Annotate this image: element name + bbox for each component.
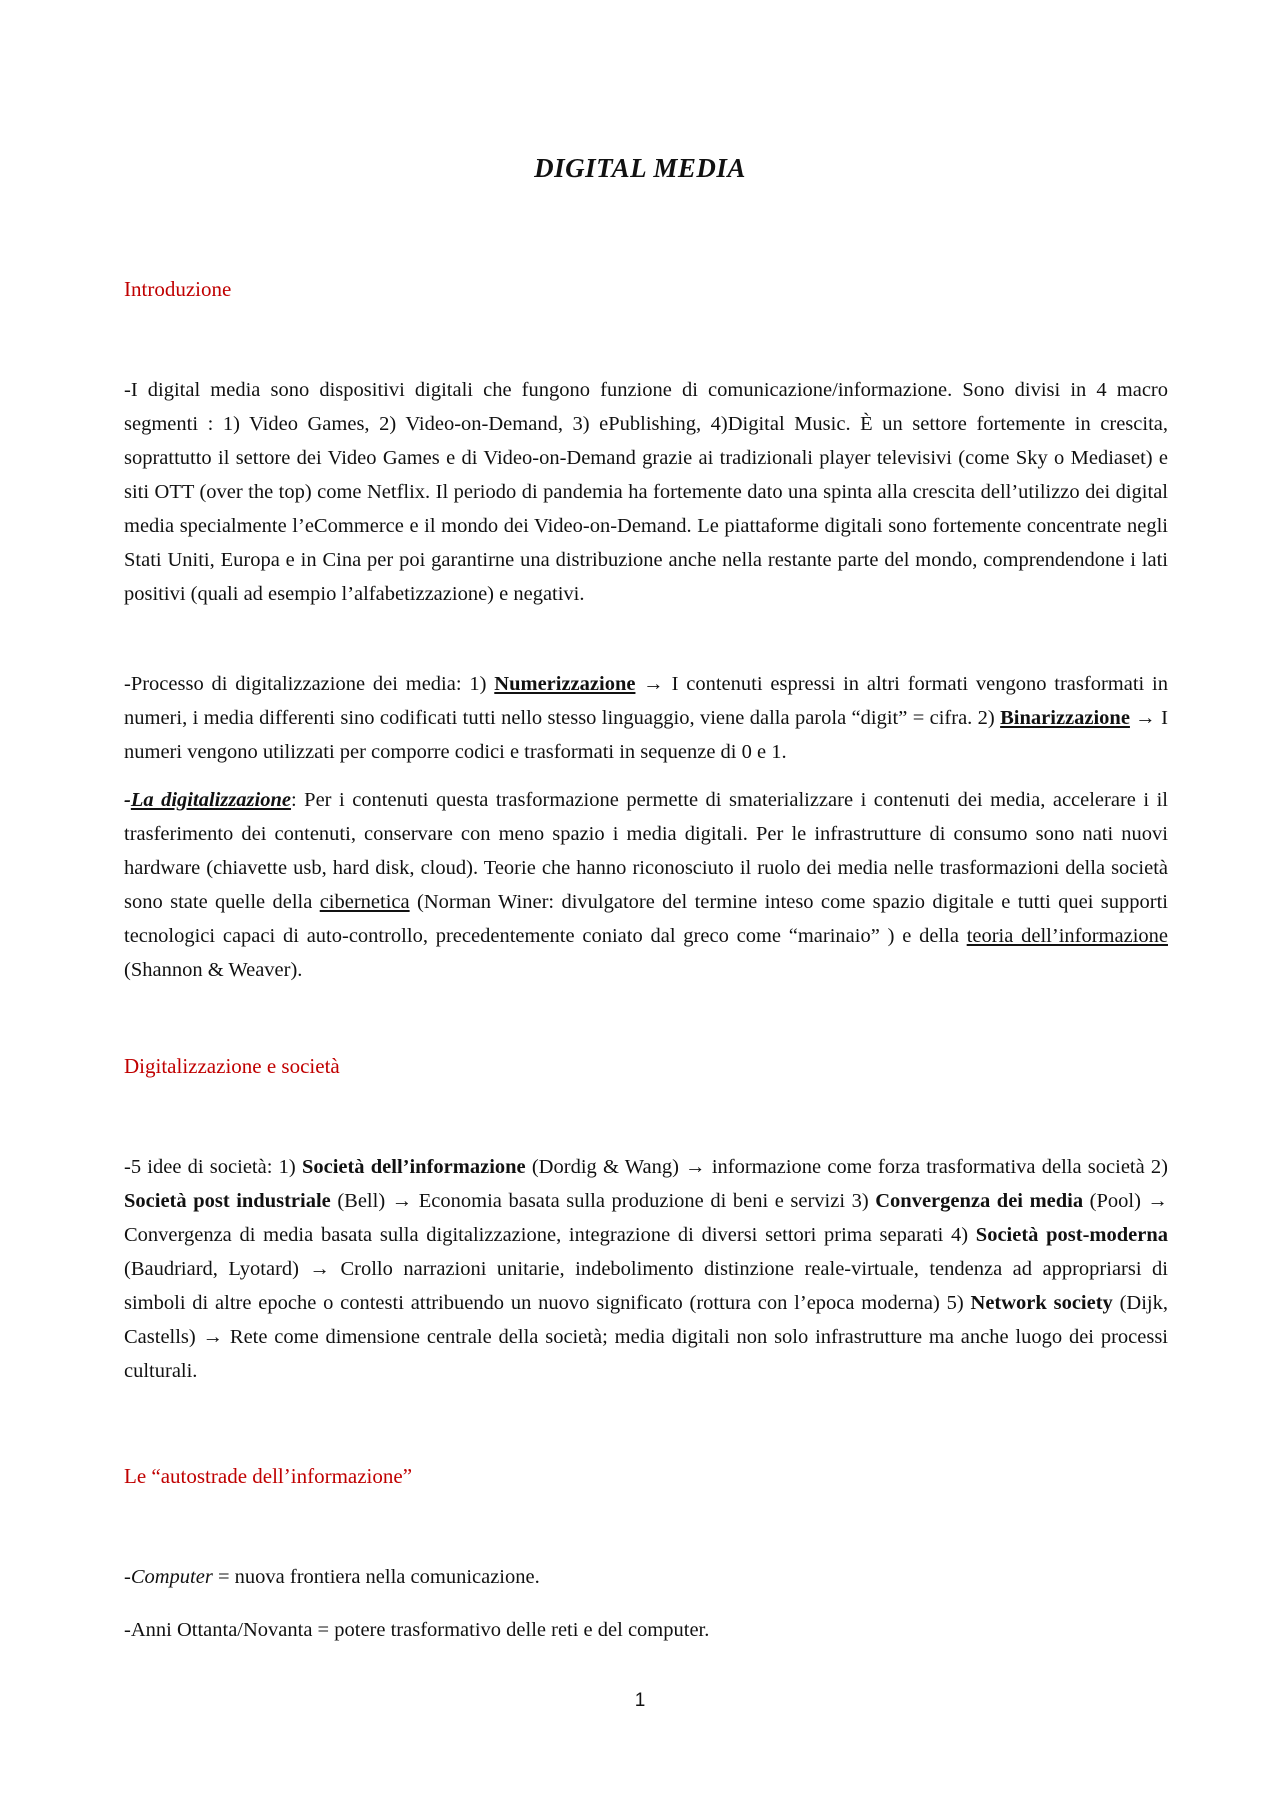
paragraph-intro: -I digital media sono dispositivi digitali che fungono funzione di comunicazione/informazione. Sono divisi in 4 macro segmenti : 1) Video Games, 2) Video-on-Demand, 3) ePublishing, 4)Digital Music. È un settore fortemente in crescita, soprattutto il settore dei Video Games e di Video-on-Demand grazie ai tradizionali player televisivi (come Sky o Mediaset) e siti OTT (over the top) come Netflix. Il periodo di pandemia ha fortemente dato una spinta alla crescita dell’utilizzo dei digital media specialmente l’eCommerce e il mondo dei Video-on-Demand. Le piattaforme digitali sono fortemente concentrate negli Stati Uniti, Europa e in Cina per poi garantirne una distribuzione anche nella restante parte del mondo, comprendendone i lati positivi (quali ad esempio l’alfabetizzazione) e negativi. [124, 379, 1168, 605]
paragraph-idee-societa [124, 1150, 1168, 1388]
paragraph-digitalizzazione [124, 783, 1168, 987]
text-run: → I numeri vengono utilizzati per comporre codici e trasformati in sequenze di 0 e 1. [124, 707, 1169, 763]
text-run: -Processo di digitalizzazione dei media: 1) [124, 673, 495, 695]
text-run: (Baudriard, Lyotard) → Crollo narrazioni unitarie, indebolimento distinzione reale-virtuale, tendenza ad appropriarsi di simboli di altre epoche o contesti attribuendo un nuovo significato (rottura con l’epoca moderna) 5) [124, 1258, 1168, 1314]
term-cibernetica: cibernetica [319, 891, 410, 913]
term-computer: Computer [130, 1566, 213, 1588]
text-run: : Per i contenuti questa trasformazione permette di smaterializzare i contenuti dei media, accelerare i il trasferimento dei contenuti, conservare con meno spazio i media digitali. Per le infrastrutture di consumo sono nati nuovi hardware (chiavette usb, hard disk, cloud). Teorie che hanno riconosciuto il ruolo dei media nelle trasformazioni della società sono state quelle della [124, 789, 1168, 913]
text-run: (Dijk, Castells) → Rete come dimensione centrale della società; media digitali non solo infrastrutture ma anche luogo dei processi culturali. [124, 1292, 1168, 1382]
text-run: = nuova frontiera nella comunicazione. [212, 1566, 540, 1588]
page-number: 1 [634, 1690, 646, 1711]
text-run: (Pool) → Convergenza di media basata sulla digitalizzazione, integrazione di diversi settori prima separati 4) [124, 1190, 1168, 1246]
term-network-society: Network society [970, 1292, 1113, 1314]
term-convergenza-media: Convergenza dei media [875, 1190, 1084, 1212]
section-heading-introduzione: Introduzione [124, 277, 232, 301]
term-societa-post-moderna: Società post-moderna [975, 1224, 1168, 1246]
term-la-digitalizzazione: La digitalizzazione [130, 789, 291, 811]
section-heading-digitalizzazione-societa: Digitalizzazione e società [124, 1054, 340, 1078]
term-numerizzazione: Numerizzazione [494, 673, 636, 695]
paragraph-anni-ottanta: -Anni Ottanta/Novanta = potere trasformativo delle reti e del computer. [124, 1619, 710, 1641]
text-run: (Dordig & Wang) → informazione come forza trasformativa della società 2) [525, 1156, 1169, 1178]
text-run: (Bell) → Economia basata sulla produzione di beni e servizi 3) [330, 1190, 876, 1212]
text-run: - [124, 789, 131, 811]
term-teoria-informazione: teoria dell’informazione [966, 925, 1168, 947]
term-societa-informazione: Società dell’informazione [301, 1156, 526, 1178]
text-run: → I contenuti espressi in altri formati vengono trasformati in numeri, i media differenti sino codificati tutti nello stesso linguaggio, viene dalla parola “digit” = cifra. 2) [124, 673, 1168, 729]
term-binarizzazione: Binarizzazione [1000, 707, 1130, 729]
term-societa-post-industriale: Società post industriale [124, 1190, 331, 1212]
text-run: -5 idee di società: 1) [124, 1156, 302, 1178]
document-title: DIGITAL MEDIA [534, 153, 746, 183]
section-heading-autostrade: Le “autostrade dell’informazione” [124, 1464, 413, 1488]
paragraph-processo [124, 667, 1168, 769]
text-run: - [124, 1566, 131, 1588]
text-run: (Shannon & Weaver). [124, 959, 303, 981]
text-run: (Norman Winer: divulgatore del termine inteso come spazio digitale e tutti quei supporti tecnologici capaci di auto-controllo, precedentemente coniato dal greco come “marinaio” ) e della [124, 891, 1168, 947]
paragraph-computer [124, 1560, 1168, 1594]
